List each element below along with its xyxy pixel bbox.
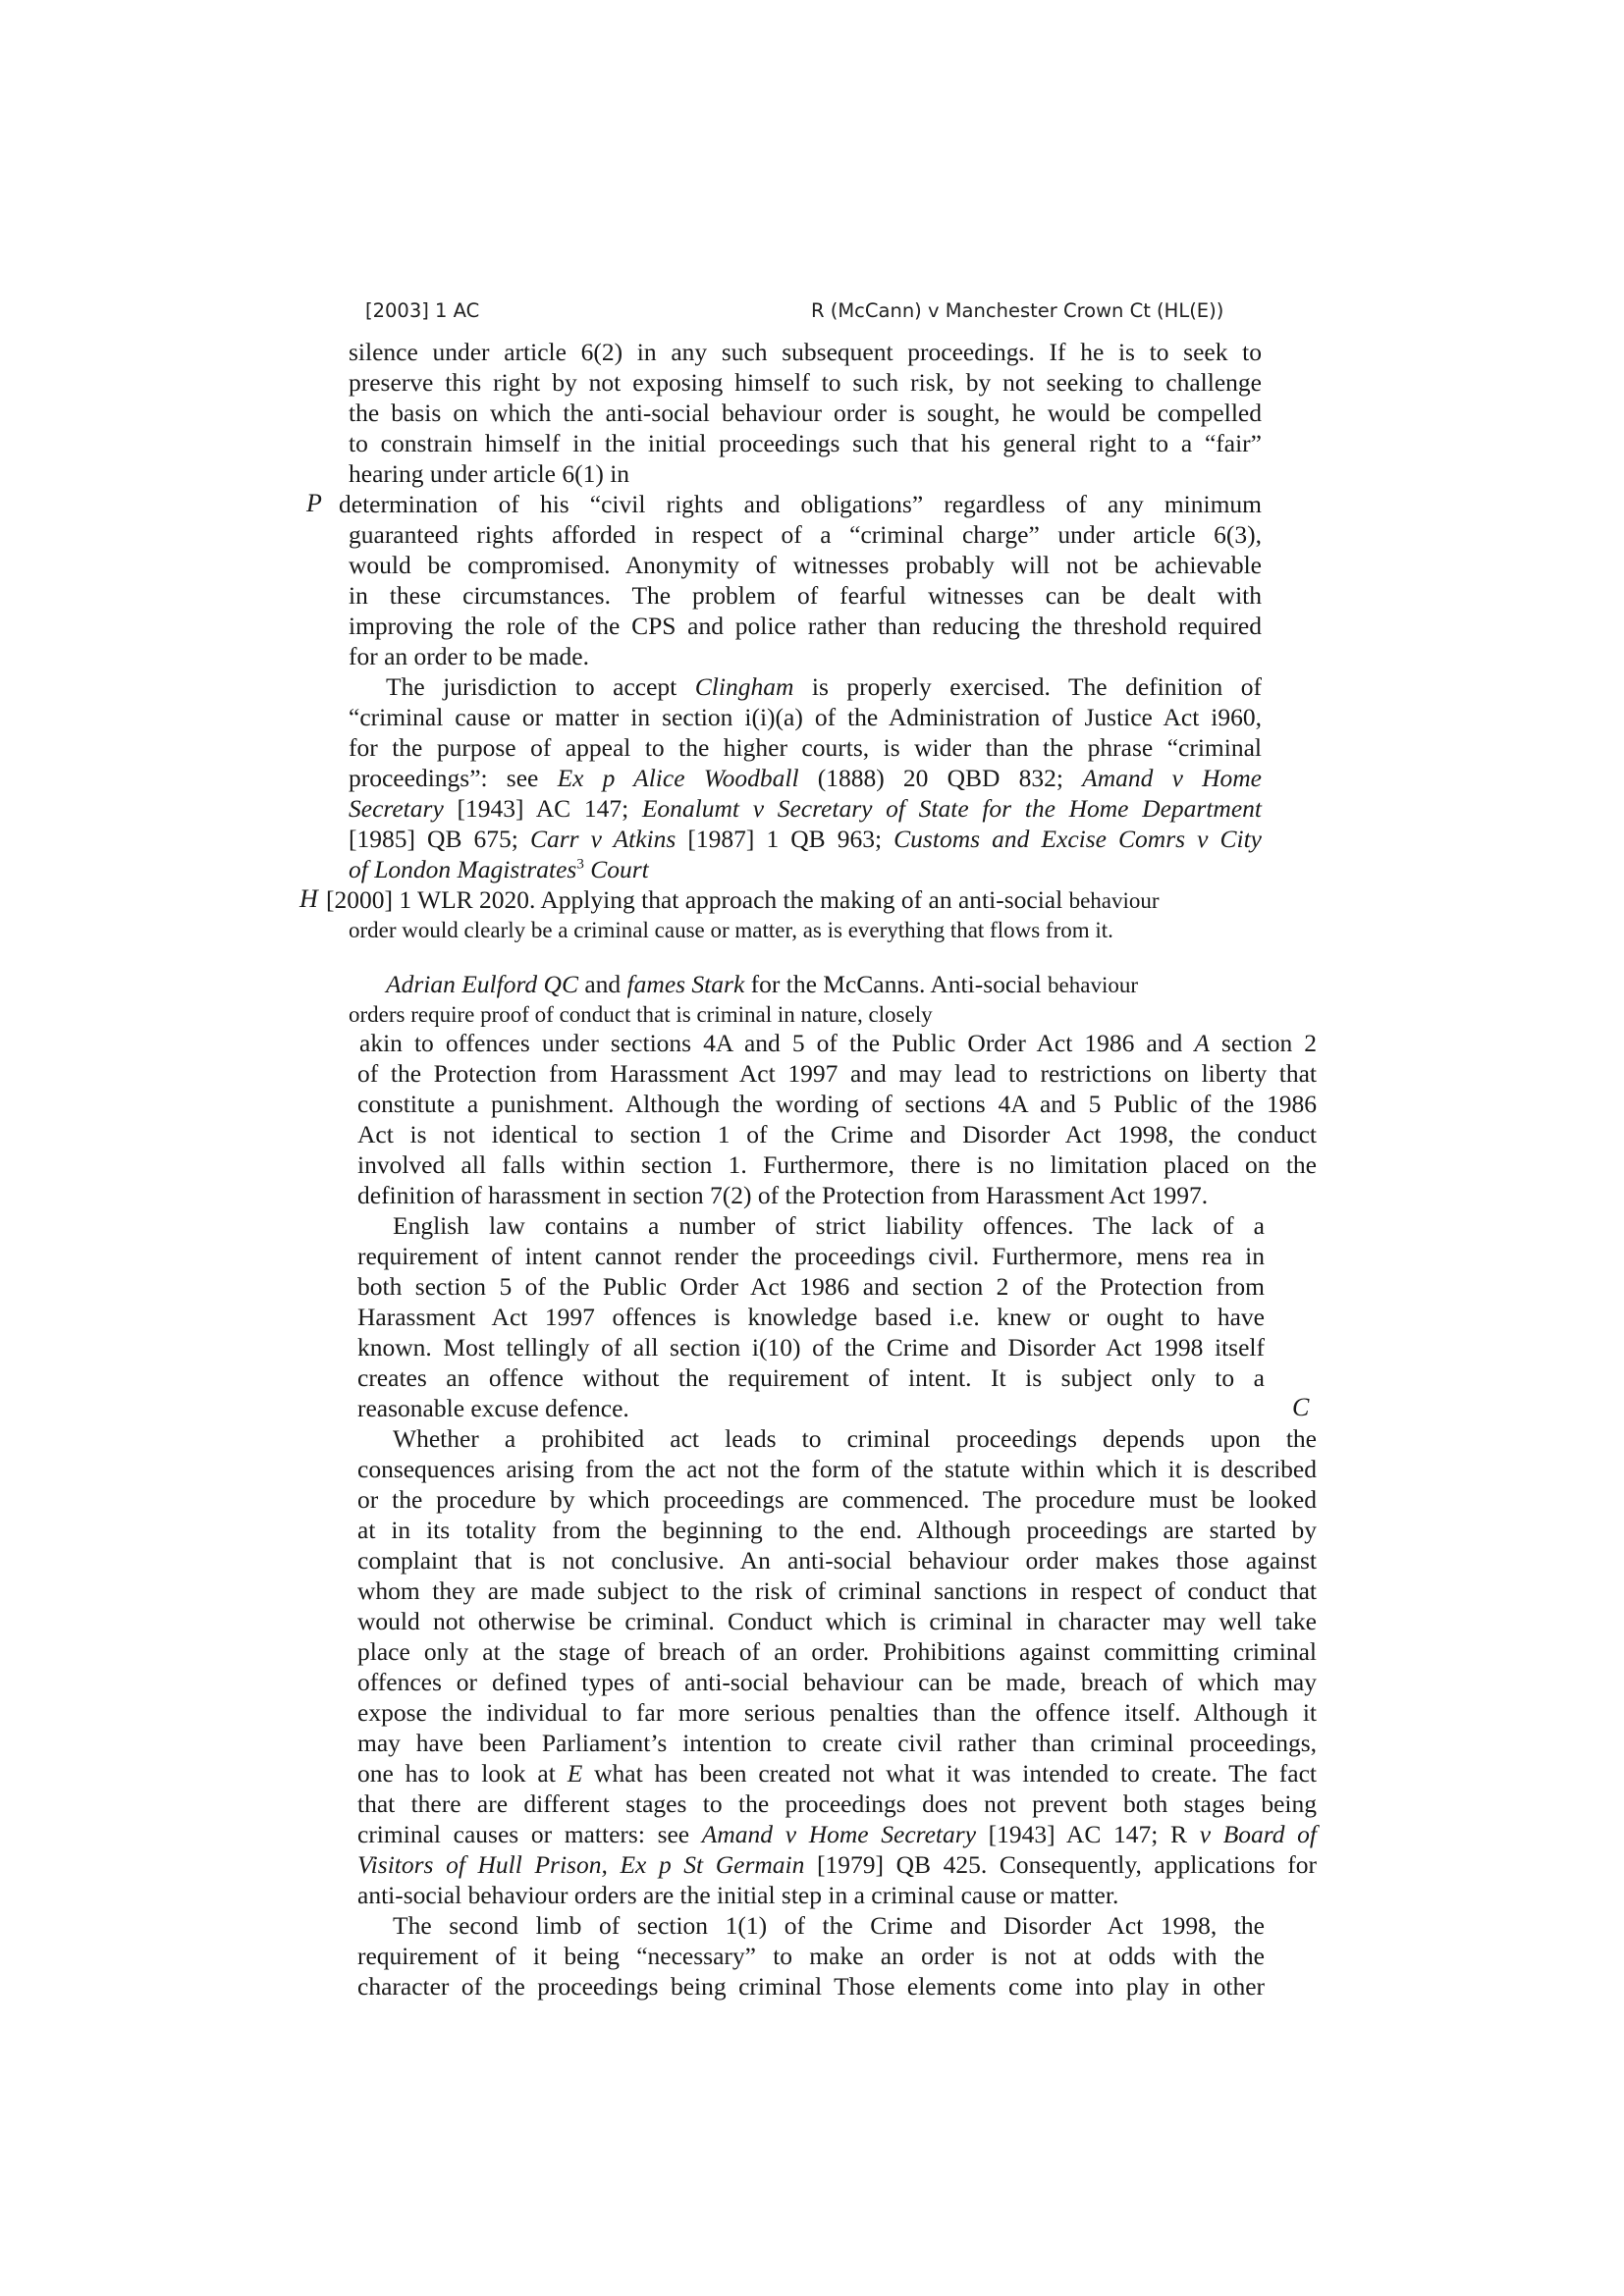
- text-line: guaranteed rights afforded in respect of a “criminal charge” under article 6(3),: [349, 520, 1262, 549]
- text-line: Act is not identical to section 1 of the Crime and Disorder Act 1998, the conduct: [357, 1120, 1317, 1148]
- text-line: The second limb of section 1(1) of the Crime and Disorder Act 1998, the: [393, 1911, 1265, 1940]
- margin-letter-h: H: [299, 884, 318, 913]
- text-line: one has to look at E what has been created not what it was intended to create. The fact: [357, 1759, 1317, 1788]
- text-line: Secretary [1943] AC 147; Eonalumt v Secretary of State for the Home Department: [349, 794, 1262, 823]
- text-line: English law contains a number of strict liability offences. The lack of a: [393, 1211, 1265, 1240]
- text-line: hearing under article 6(1) in: [349, 459, 630, 488]
- text-line: known. Most tellingly of all section i(10) of the Crime and Disorder Act 1998 itself: [357, 1333, 1265, 1362]
- text-line: whom they are made subject to the risk of criminal sanctions in respect of conduct that: [357, 1576, 1317, 1605]
- text-line: character of the proceedings being criminal Those elements come into play in other: [357, 1972, 1265, 2001]
- text-line: requirement of it being “necessary” to make an order is not at odds with the: [357, 1942, 1265, 1970]
- text-line: determination of his “civil rights and obligations” regardless of any minimum: [339, 490, 1262, 518]
- text-line: would not otherwise be criminal. Conduct which is criminal in character may well take: [357, 1607, 1317, 1635]
- text-line: order would clearly be a criminal cause or matter, as is everything that flows from it.: [349, 918, 1113, 942]
- text-line: proceedings”: see Ex p Alice Woodball (1888) 20 QBD 832; Amand v Home: [349, 764, 1262, 792]
- text-line: Whether a prohibited act leads to criminal proceedings depends upon the: [393, 1424, 1317, 1453]
- text-line: Visitors of Hull Prison, Ex p St Germain [1979] QB 425. Consequently, applications for: [357, 1850, 1317, 1879]
- text-line: preserve this right by not exposing himself to such risk, by not seeking to challenge: [349, 368, 1262, 397]
- text-line: [2000] 1 WLR 2020. Applying that approach the making of an anti-social behaviour: [326, 885, 1160, 914]
- text-line: both section 5 of the Public Order Act 1986 and section 2 of the Protection from: [357, 1272, 1265, 1301]
- text-line: [1985] QB 675; Carr v Atkins [1987] 1 QB 963; Customs and Excise Comrs v City: [349, 825, 1263, 853]
- text-line: anti-social behaviour orders are the initial step in a criminal cause or matter.: [357, 1881, 1119, 1909]
- text-line: orders require proof of conduct that is criminal in nature, closely: [349, 1002, 933, 1027]
- text-line: of the Protection from Harassment Act 1997 and may lead to restrictions on liberty that: [357, 1059, 1317, 1088]
- text-line: definition of harassment in section 7(2) of the Protection from Harassment Act 1997.: [357, 1181, 1209, 1209]
- text-line: in these circumstances. The problem of fearful witnesses can be dealt with: [349, 581, 1262, 610]
- text-line: “criminal cause or matter in section i(i)(a) of the Administration of Justice Act i960,: [349, 703, 1262, 731]
- text-line: at in its totality from the beginning to the end. Although proceedings are started by: [357, 1516, 1317, 1544]
- margin-letter-c: C: [1292, 1393, 1310, 1421]
- running-head-citation: [2003] 1 AC: [365, 299, 480, 322]
- text-line: reasonable excuse defence.: [357, 1394, 629, 1422]
- text-line: The jurisdiction to accept Clingham is properly exercised. The definition of: [386, 672, 1262, 701]
- text-line: requirement of intent cannot render the proceedings civil. Furthermore, mens rea in: [357, 1242, 1265, 1270]
- text-line: Adrian Eulford QC and fames Stark for the McCanns. Anti-social behaviour: [386, 970, 1139, 998]
- text-line: to constrain himself in the initial proceedings such that his general right to a “fair”: [349, 429, 1262, 457]
- text-line: complaint that is not conclusive. An anti-social behaviour order makes those against: [357, 1546, 1317, 1575]
- text-line: expose the individual to far more serious penalties than the offence itself. Although it: [357, 1698, 1317, 1727]
- text-line: the basis on which the anti-social behaviour order is sought, he would be compelled: [349, 399, 1262, 427]
- text-line: Harassment Act 1997 offences is knowledge based i.e. knew or ought to have: [357, 1303, 1265, 1331]
- text-line: involved all falls within section 1. Furthermore, there is no limitation placed on the: [357, 1150, 1317, 1179]
- text-line: that there are different stages to the proceedings does not prevent both stages being: [357, 1789, 1317, 1818]
- text-line: criminal causes or matters: see Amand v Home Secretary [1943] AC 147; R v Board of: [357, 1820, 1317, 1848]
- text-line: consequences arising from the act not the form of the statute within which it is described: [357, 1455, 1317, 1483]
- text-line: akin to offences under sections 4A and 5 of the Public Order Act 1986 and A section 2: [359, 1029, 1318, 1057]
- text-line: offences or defined types of anti-social behaviour can be made, breach of which may: [357, 1668, 1317, 1696]
- text-line: constitute a punishment. Although the wording of sections 4A and 5 Public of the 1986: [357, 1090, 1317, 1118]
- text-line: may have been Parliament’s intention to create civil rather than criminal proceedings,: [357, 1729, 1317, 1757]
- text-line: place only at the stage of breach of an order. Prohibitions against committing criminal: [357, 1637, 1317, 1666]
- text-line: of London Magistrates$^3$ Court: [349, 855, 649, 883]
- text-line: or the procedure by which proceedings are commenced. The procedure must be looked: [357, 1485, 1317, 1514]
- text-line: creates an offence without the requirement of intent. It is subject only to a: [357, 1363, 1265, 1392]
- text-line: would be compromised. Anonymity of witnesses probably will not be achievable: [349, 551, 1262, 579]
- text-line: silence under article 6(2) in any such subsequent proceedings. If he is to seek to: [349, 338, 1262, 366]
- margin-letter-p: P: [306, 489, 322, 517]
- text-line: for the purpose of appeal to the higher courts, is wider than the phrase “criminal: [349, 733, 1262, 762]
- text-line: improving the role of the CPS and police rather than reducing the threshold required: [349, 612, 1262, 640]
- text-line: for an order to be made.: [349, 642, 589, 670]
- running-head-case-name: R (McCann) v Manchester Crown Ct (HL(E)): [811, 299, 1224, 322]
